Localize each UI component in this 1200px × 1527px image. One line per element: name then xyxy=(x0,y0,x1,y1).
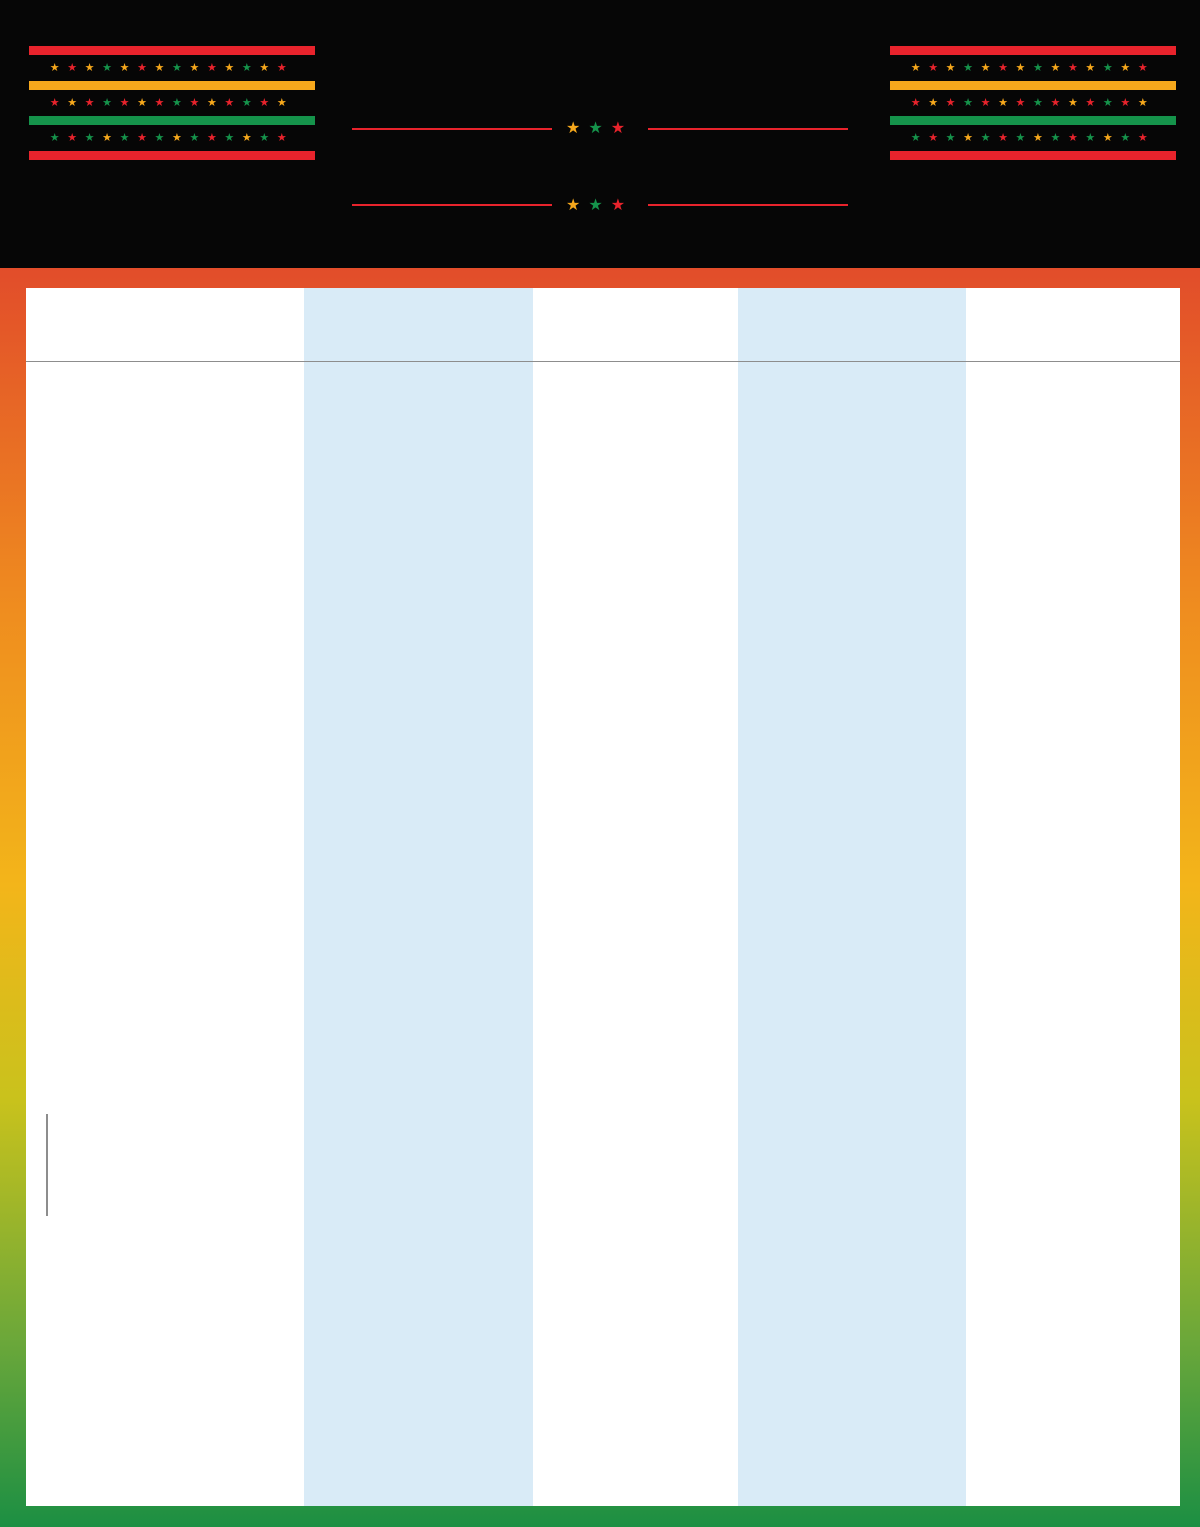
left-stripes-decoration: ★★★★★★★★★★★★★★ ★★★★★★★★★★★★★★ ★★★★★★★★★★★★★★ xyxy=(29,46,315,160)
wednesday-column-band xyxy=(738,288,966,1506)
divider-line xyxy=(648,128,848,130)
commons-group-label xyxy=(32,1110,50,1220)
divider-line xyxy=(648,204,848,206)
hours-table xyxy=(26,288,1180,1506)
right-stripes-decoration: ★★★★★★★★★★★★★★ ★★★★★★★★★★★★★★ ★★★★★★★★★★★★★★ xyxy=(890,46,1176,160)
header-banner xyxy=(0,0,1200,268)
star-icon: ★★★ xyxy=(566,118,634,137)
table-header-row xyxy=(26,288,1180,362)
divider-line xyxy=(352,128,552,130)
star-icon: ★★★ xyxy=(566,195,634,214)
divider-line xyxy=(352,204,552,206)
monday-column-band xyxy=(304,288,533,1506)
